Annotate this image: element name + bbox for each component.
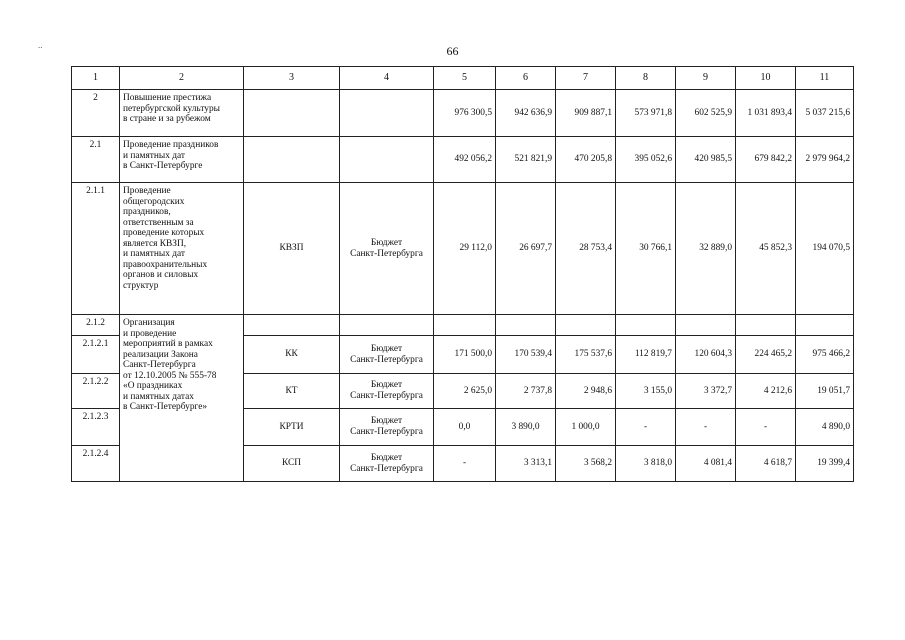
- value-cell: 4 618,7: [736, 446, 796, 482]
- value-cell: 573 971,8: [616, 90, 676, 137]
- value-cell: 170 539,4: [496, 336, 556, 374]
- corner-mark: ..: [38, 40, 43, 50]
- agency-cell: КРТИ: [244, 409, 340, 446]
- value-cell: 3 890,0: [496, 409, 556, 446]
- value-cell: [616, 315, 676, 336]
- value-cell: 3 155,0: [616, 374, 676, 409]
- row-id: 2.1.2.3: [72, 409, 120, 446]
- row-id: 2: [72, 90, 120, 137]
- source-cell: Бюджет Санкт-Петербурга: [340, 336, 434, 374]
- value-cell: -: [736, 409, 796, 446]
- table-row: [72, 137, 854, 183]
- value-cell: [556, 315, 616, 336]
- value-cell: 602 525,9: [676, 90, 736, 137]
- value-cell: 4 212,6: [736, 374, 796, 409]
- value-cell: 1 031 893,4: [736, 90, 796, 137]
- agency-cell: КСП: [244, 446, 340, 482]
- agency-cell: [244, 137, 340, 183]
- agency-cell: КК: [244, 336, 340, 374]
- table-row: [72, 315, 854, 336]
- value-cell: 224 465,2: [736, 336, 796, 374]
- value-cell: 3 313,1: [496, 446, 556, 482]
- value-cell: 1 000,0: [556, 409, 616, 446]
- header-col-9: 9: [676, 67, 736, 90]
- row-id: 2.1.2: [72, 315, 120, 336]
- value-cell: 420 985,5: [676, 137, 736, 183]
- value-cell: 2 625,0: [434, 374, 496, 409]
- header-row: [72, 67, 854, 90]
- value-cell: 3 818,0: [616, 446, 676, 482]
- value-cell: 2 979 964,2: [796, 137, 854, 183]
- source-cell: Бюджет Санкт-Петербурга: [340, 183, 434, 315]
- value-cell: [676, 315, 736, 336]
- value-cell: 909 887,1: [556, 90, 616, 137]
- row-id: 2.1.2.4: [72, 446, 120, 482]
- value-cell: 32 889,0: [676, 183, 736, 315]
- value-cell: -: [616, 409, 676, 446]
- table-row: [72, 183, 854, 315]
- value-cell: 112 819,7: [616, 336, 676, 374]
- value-cell: 19 051,7: [796, 374, 854, 409]
- row-id: 2.1.2.2: [72, 374, 120, 409]
- value-cell: 976 300,5: [434, 90, 496, 137]
- value-cell: 942 636,9: [496, 90, 556, 137]
- value-cell: 679 842,2: [736, 137, 796, 183]
- row-name: Проведение праздников и памятных дат в Санкт-Петербурге: [120, 137, 244, 183]
- value-cell: 28 753,4: [556, 183, 616, 315]
- row-name: Проведение общегородских праздников, ответственным за проведение которых является КВЗП, и памятных дат правоохранительных органов и силовых структур: [120, 183, 244, 315]
- value-cell: [736, 315, 796, 336]
- header-col-2: 2: [120, 67, 244, 90]
- row-name: Организация и проведение мероприятий в рамках реализации Закона Санкт-Петербурга от 12.10.2005 № 555-78 «О праздниках и памятных датах в Санкт-Петербурге»: [120, 315, 244, 482]
- value-cell: 171 500,0: [434, 336, 496, 374]
- value-cell: 5 037 215,6: [796, 90, 854, 137]
- value-cell: 175 537,6: [556, 336, 616, 374]
- value-cell: 3 372,7: [676, 374, 736, 409]
- value-cell: 45 852,3: [736, 183, 796, 315]
- header-col-5: 5: [434, 67, 496, 90]
- value-cell: 0,0: [434, 409, 496, 446]
- value-cell: 19 399,4: [796, 446, 854, 482]
- value-cell: 4 081,4: [676, 446, 736, 482]
- row-id: 2.1.1: [72, 183, 120, 315]
- agency-cell: КВЗП: [244, 183, 340, 315]
- source-cell: Бюджет Санкт-Петербурга: [340, 374, 434, 409]
- header-col-10: 10: [736, 67, 796, 90]
- row-name: Повышение престижа петербургской культуры в стране и за рубежом: [120, 90, 244, 137]
- header-col-11: 11: [796, 67, 854, 90]
- header-col-1: 1: [72, 67, 120, 90]
- source-cell: [340, 90, 434, 137]
- value-cell: 30 766,1: [616, 183, 676, 315]
- value-cell: -: [434, 446, 496, 482]
- value-cell: 3 568,2: [556, 446, 616, 482]
- header-col-8: 8: [616, 67, 676, 90]
- value-cell: 194 070,5: [796, 183, 854, 315]
- value-cell: 975 466,2: [796, 336, 854, 374]
- source-cell: [340, 315, 434, 336]
- value-cell: 4 890,0: [796, 409, 854, 446]
- source-cell: [340, 137, 434, 183]
- value-cell: 395 052,6: [616, 137, 676, 183]
- value-cell: 29 112,0: [434, 183, 496, 315]
- source-cell: Бюджет Санкт-Петербурга: [340, 446, 434, 482]
- source-cell: Бюджет Санкт-Петербурга: [340, 409, 434, 446]
- value-cell: 26 697,7: [496, 183, 556, 315]
- value-cell: [434, 315, 496, 336]
- agency-cell: КТ: [244, 374, 340, 409]
- agency-cell: [244, 315, 340, 336]
- row-id: 2.1: [72, 137, 120, 183]
- value-cell: 470 205,8: [556, 137, 616, 183]
- budget-table: [71, 66, 854, 482]
- table-row: [72, 90, 854, 137]
- value-cell: 492 056,2: [434, 137, 496, 183]
- agency-cell: [244, 90, 340, 137]
- page-number: 66: [446, 44, 459, 58]
- header-col-7: 7: [556, 67, 616, 90]
- header-col-3: 3: [244, 67, 340, 90]
- header-col-4: 4: [340, 67, 434, 90]
- value-cell: [796, 315, 854, 336]
- header-col-6: 6: [496, 67, 556, 90]
- value-cell: [496, 315, 556, 336]
- value-cell: 2 948,6: [556, 374, 616, 409]
- value-cell: 120 604,3: [676, 336, 736, 374]
- row-id: 2.1.2.1: [72, 336, 120, 374]
- value-cell: -: [676, 409, 736, 446]
- value-cell: 2 737,8: [496, 374, 556, 409]
- value-cell: 521 821,9: [496, 137, 556, 183]
